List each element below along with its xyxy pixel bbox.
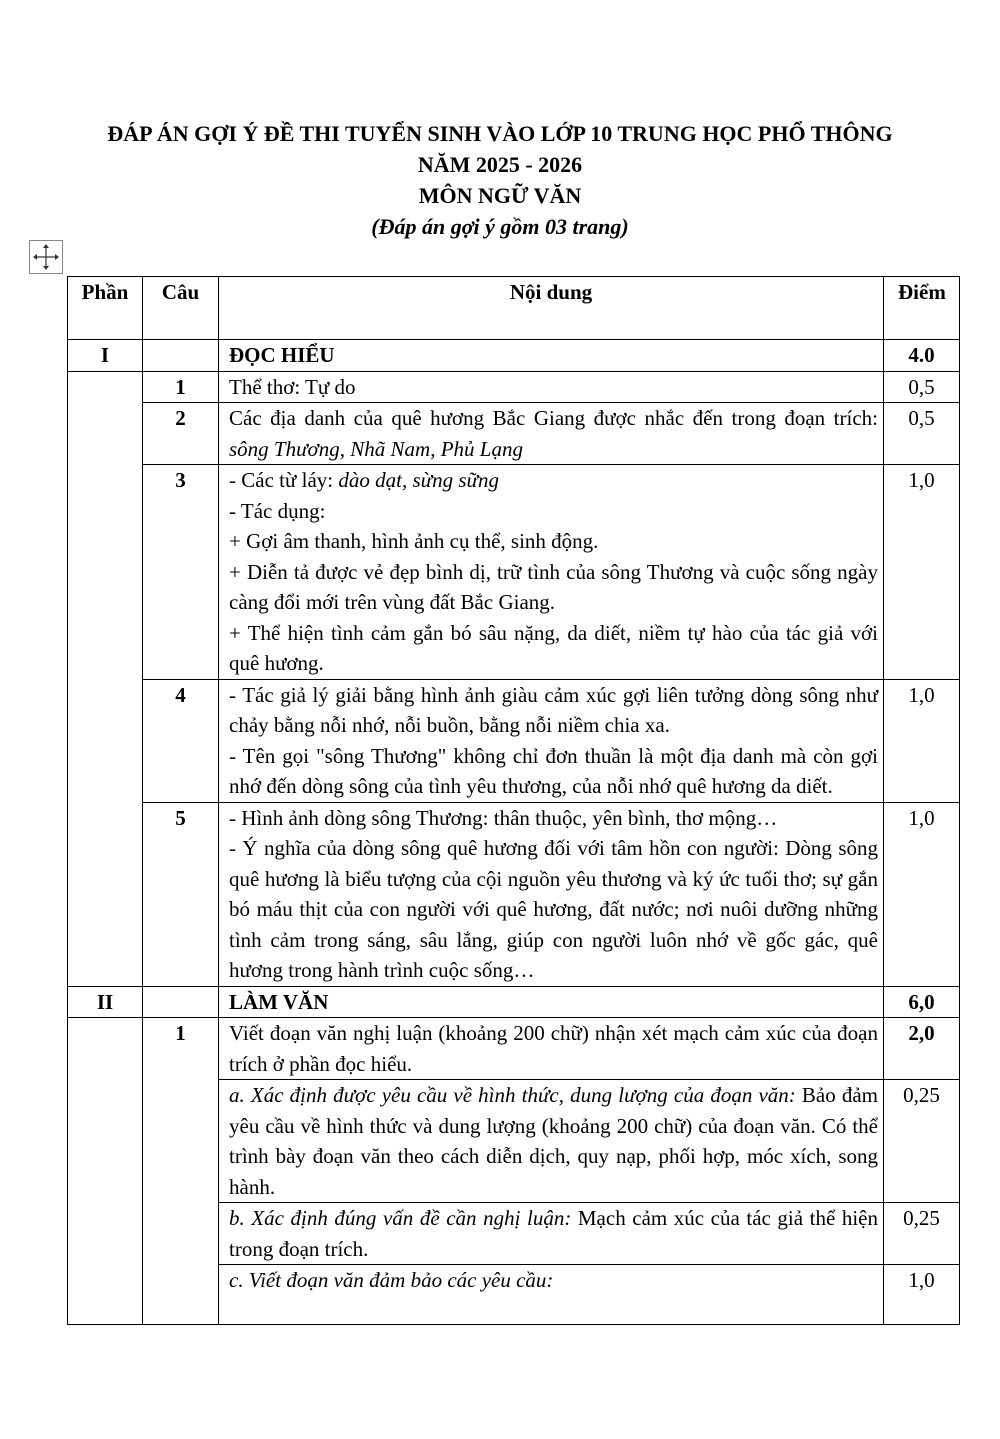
- question-row: [68, 1018, 960, 1080]
- question-number: 1: [143, 1018, 219, 1325]
- empty-cell: [143, 986, 219, 1018]
- empty-cell: [143, 340, 219, 372]
- doc-title-subject: MÔN NGỮ VĂN: [418, 183, 582, 208]
- answer-text: [219, 403, 884, 465]
- table-move-handle-icon[interactable]: [29, 240, 63, 274]
- criterion-text: [219, 1080, 884, 1203]
- section-number: I: [68, 340, 143, 372]
- document-header: [0, 118, 1000, 243]
- question-row: [68, 802, 960, 986]
- answer-line: - Hình ảnh dòng sông Thương: thân thuộc, yên bình, thơ mộng…: [229, 805, 778, 830]
- answer-text-italic: dào dạt, sừng sững: [338, 468, 499, 492]
- answer-line: - Tác giả lý giải bằng hình ảnh giàu cảm xúc gợi liên tưởng dòng sông như chảy bằng nỗi nhớ, nỗi buồn, bằng nỗi niềm chia xa.: [229, 682, 878, 737]
- doc-page-note: (Đáp án gợi ý gồm 03 trang): [371, 214, 629, 239]
- question-number: 2: [143, 403, 219, 465]
- answer-text-italic: sông Thương, Nhã Nam, Phủ Lạng: [229, 436, 523, 461]
- answer-text: [219, 802, 884, 986]
- answer-line: - Tác dụng:: [229, 498, 326, 523]
- empty-cell: [68, 1018, 143, 1325]
- empty-cell: [68, 371, 143, 986]
- question-number: 5: [143, 802, 219, 986]
- question-row: [68, 679, 960, 802]
- col-header-cau: Câu: [143, 277, 219, 340]
- question-score: 1,0: [884, 465, 960, 680]
- question-score: 2,0: [884, 1018, 960, 1080]
- question-score: 1,0: [884, 679, 960, 802]
- criterion-body: Bảo đảm yêu cầu về hình thức và dung lượng (khoảng 200 chữ) của đoạn văn. Có thể trình bày đoạn văn theo cách diễn dịch, quy nạp, phối hợp, móc xích, song hành.: [229, 1083, 878, 1199]
- answer-text-plain: Các địa danh của quê hương Bắc Giang được nhắc đến trong đoạn trích:: [229, 406, 878, 430]
- section-score: 4.0: [884, 340, 960, 372]
- section-number: II: [68, 986, 143, 1018]
- criterion-body: Mạch cảm xúc của tác giả thể hiện trong đoạn trích.: [229, 1206, 878, 1261]
- question-row: [68, 371, 960, 403]
- question-number: 4: [143, 679, 219, 802]
- doc-title-line1: ĐÁP ÁN GỢI Ý ĐỀ THI TUYỂN SINH VÀO LỚP 10 TRUNG HỌC PHỔ THÔNG: [107, 121, 893, 146]
- answer-text: Viết đoạn văn nghị luận (khoảng 200 chữ) nhận xét mạch cảm xúc của đoạn trích ở phần đọc hiểu.: [219, 1018, 884, 1080]
- answer-line: + Gợi âm thanh, hình ảnh cụ thể, sinh động.: [229, 529, 599, 553]
- answer-line: - Ý nghĩa của dòng sông quê hương đối với tâm hồn con người: Dòng sông quê hương là biểu tượng của cội nguồn yêu thương và ký ức tuổi thơ; sự gắn bó máu thịt của con người với quê hương, đất nước; nơi nuôi dưỡng những tình cảm trong sáng, sâu lắng, giúp con người luôn nhớ về gốc gác, quê hương trong hành trình cuộc sống…: [229, 836, 878, 982]
- criterion-heading: a. Xác định được yêu cầu về hình thức, dung lượng của đoạn văn:: [229, 1083, 796, 1107]
- doc-title-line2: NĂM 2025 - 2026: [417, 152, 583, 177]
- section-row-doc-hieu: [68, 340, 960, 372]
- answer-line: + Diễn tả được vẻ đẹp bình dị, trữ tình của sông Thương và cuộc sống ngày càng đổi mới trên vùng đất Bắc Giang.: [229, 559, 878, 614]
- question-row: [68, 403, 960, 465]
- criterion-score: 0,25: [884, 1080, 960, 1203]
- answer-text: Thể thơ: Tự do: [219, 371, 884, 403]
- col-header-phan: Phần: [68, 277, 143, 340]
- criterion-score: 0,25: [884, 1203, 960, 1265]
- section-title: ĐỌC HIỂU: [219, 340, 884, 372]
- answer-text: [219, 679, 884, 802]
- answer-table: [67, 276, 960, 1325]
- col-header-noidung: Nội dung: [219, 277, 884, 340]
- question-score: 1,0: [884, 802, 960, 986]
- section-title: LÀM VĂN: [219, 986, 884, 1018]
- col-header-diem: Điểm: [884, 277, 960, 340]
- criterion-heading: b. Xác định đúng vấn đề cần nghị luận:: [229, 1206, 572, 1230]
- question-number: 1: [143, 371, 219, 403]
- question-row: [68, 465, 960, 680]
- criterion-score: 1,0: [884, 1265, 960, 1325]
- question-score: 0,5: [884, 403, 960, 465]
- answer-line: - Tên gọi "sông Thương" không chỉ đơn thuần là một địa danh mà còn gợi nhớ đến dòng sông của tình yêu thương, của nỗi nhớ quê hương da diết.: [229, 743, 878, 798]
- section-row-lam-van: [68, 986, 960, 1018]
- criterion-text: [219, 1265, 884, 1325]
- answer-line: [229, 465, 878, 496]
- answer-line: + Thể hiện tình cảm gắn bó sâu nặng, da diết, niềm tự hào của tác giả với quê hương.: [229, 620, 878, 675]
- question-number: 3: [143, 465, 219, 680]
- criterion-text: [219, 1203, 884, 1265]
- answer-text-plain: - Các từ láy:: [229, 468, 339, 492]
- answer-text: [219, 465, 884, 680]
- section-score: 6,0: [884, 986, 960, 1018]
- criterion-heading: c. Viết đoạn văn đảm bảo các yêu cầu:: [229, 1268, 554, 1292]
- question-score: 0,5: [884, 371, 960, 403]
- table-header-row: [68, 277, 960, 340]
